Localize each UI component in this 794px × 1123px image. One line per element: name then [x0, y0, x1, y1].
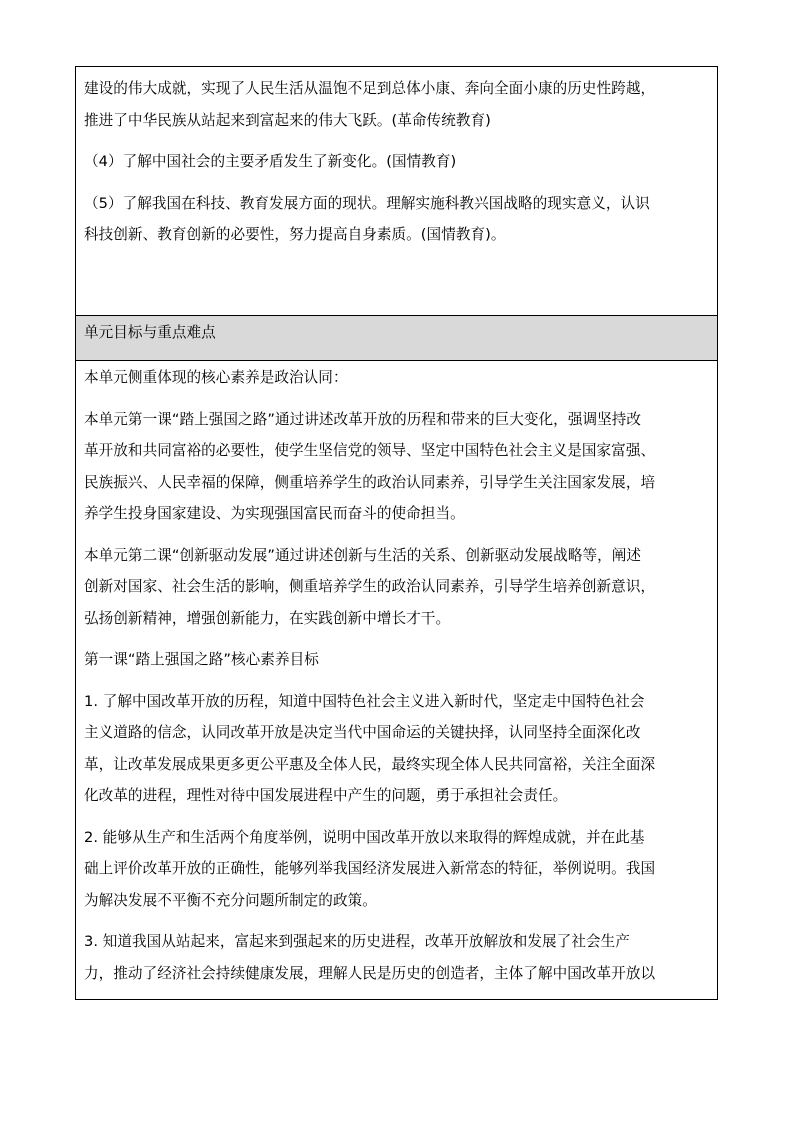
- text-line: 2. 能够从生产和生活两个角度举例，说明中国改革开放以来取得的辉煌成就，并在此基: [84, 828, 645, 846]
- paragraph: [84, 146, 709, 178]
- paragraph: [84, 926, 709, 989]
- document-table: [75, 66, 718, 1000]
- text-line: 本单元第二课“创新驱动发展”通过讲述创新与生活的关系、创新驱动发展战略等，阐述: [84, 546, 642, 564]
- text-line: 3. 知道我国从站起来，富起来到强起来的历史进程，改革开放解放和发展了社会生产: [84, 933, 630, 950]
- text-line: 养学生投身国家建设、为实现强国富民而奋斗的使命担当。: [84, 505, 465, 522]
- paragraph: [84, 404, 709, 530]
- paragraph: [84, 644, 709, 676]
- paragraph: [84, 362, 709, 394]
- section-title: 单元目标与重点难点: [84, 324, 216, 341]
- text-line: 为解决发展不平衡不充分问题所制定的政策。: [84, 891, 377, 909]
- text-line: 科技创新、教育创新的必要性，努力提高自身素质。(国情教育)。: [84, 226, 506, 243]
- section-header: [75, 316, 718, 361]
- paragraph: [84, 188, 709, 251]
- text-line: 革开放和共同富裕的必要性，使学生坚信党的领导、坚定中国特色社会主义是国家富强、: [84, 442, 656, 459]
- text-line: 创新对国家、社会生活的影响，侧重培养学生的政治认同素养，引导学生培养创新意识，: [84, 578, 656, 595]
- text-line: 1. 了解中国改革开放的历程，知道中国特色社会主义进入新时代，坚定走中国特色社会: [84, 692, 645, 710]
- text-line: 化改革的进程，理性对待中国发展进程中产生的问题，勇于承担社会责任。: [84, 787, 568, 804]
- unit-goals-cell: [75, 361, 718, 1000]
- text-line: 力，推动了经济社会持续健康发展，理解人民是历史的创造者，主体了解中国改革开放以: [84, 964, 656, 982]
- text-line: 建设的伟大成就，实现了人民生活从温饱不足到总体小康、奔向全面小康的历史性跨越，: [84, 80, 656, 97]
- education-goals-cell: [75, 66, 718, 316]
- text-line: 推进了中华民族从站起来到富起来的伟大飞跃。(革命传统教育): [84, 111, 491, 129]
- text-line: 民族振兴、人民幸福的保障，侧重培养学生的政治认同素养，引导学生关注国家发展，培: [84, 473, 656, 491]
- text-line: 本单元侧重体现的核心素养是政治认同：: [84, 369, 348, 386]
- paragraph: [84, 540, 709, 635]
- paragraph: [84, 822, 709, 917]
- text-line: 础上评价改革开放的正确性，能够列举我国经济发展进入新常态的特征，举例说明。我国: [84, 860, 656, 877]
- text-line: （5）了解我国在科技、教育发展方面的现状。理解实施科教兴国战略的现实意义，认识: [84, 194, 650, 212]
- text-line: 弘扬创新精神，增强创新能力，在实践创新中增长才干。: [84, 609, 451, 627]
- text-line: 主义道路的信念，认同改革开放是决定当代中国命运的关键抉择，认同坚持全面深化改: [84, 724, 641, 741]
- paragraph: [84, 686, 709, 812]
- text-line: （4）了解中国社会的主要矛盾发生了新变化。(国情教育): [84, 153, 457, 170]
- text-line: 本单元第一课“踏上强国之路”通过讲述改革开放的历程和带来的巨大变化，强调坚持改: [84, 410, 642, 428]
- paragraph: [84, 73, 709, 136]
- text-line: 第一课“踏上强国之路”核心素养目标: [84, 651, 319, 668]
- text-line: 革，让改革发展成果更多更公平惠及全体人民，最终实现全体人民共同富裕，关注全面深: [84, 755, 656, 773]
